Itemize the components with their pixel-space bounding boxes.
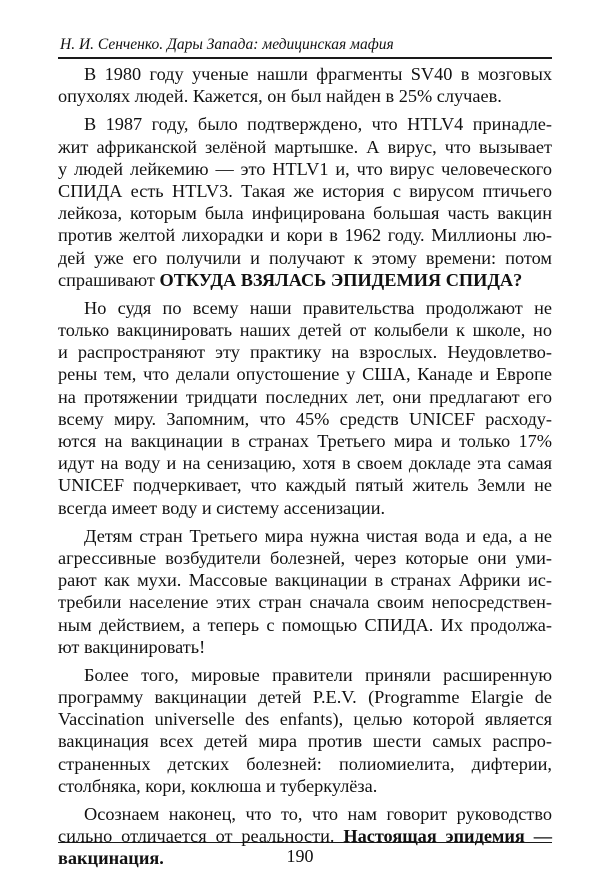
text-line: вакцинация всех детей мира против шести самых распро- [58,731,552,752]
text-line: В 1987 году, было подтверждено, что HTLV4 принадле- [84,114,552,135]
text-line: Более того, мировые правители приняли расширенную [84,664,552,685]
text-fragment: сильно отличается от реальности. [58,826,344,847]
footer-rule [58,842,552,843]
text-line: у людей лейкемию — это HTLV1 и, что вирус человеческого [58,158,552,179]
paragraph [58,664,552,797]
text-line: В 1980 году ученые нашли фрагменты SV40 в мозговых [84,64,552,84]
bold-phrase: Настоящая эпидемия — [343,826,552,847]
text-line [58,269,552,291]
page-body [58,63,552,870]
text-line: и распространяют эту практику на взрослых. Неудовлетво- [58,342,552,363]
text-fragment: спрашивают [58,269,160,290]
text-line: против желтой лихорадки и кори в 1962 году. Миллионы лю- [58,225,552,246]
paragraph [58,525,552,658]
paragraph [58,63,552,107]
bold-phrase: вакцинация. [58,848,164,869]
text-line: программу вакцинации детей P.E.V. (Programme Elargie de [58,687,552,708]
bold-heading: ОТКУДА ВЗЯЛАСЬ ЭПИДЕМИЯ СПИДА? [159,269,523,290]
text-line: жит африканской зелёной мартышке. А вирус, что вызывает [58,136,552,157]
text-line: требили население этих стран сначала своим непосредствен- [58,592,552,613]
paragraph [58,113,552,291]
running-header: Н. И. Сенченко. Дары Запада: медицинская мафия [60,36,394,53]
header-rule [58,57,552,59]
page-number: 190 [286,846,314,866]
text-line: столбняка, кори, коклюша и туберкулёза. [58,775,378,796]
text-line: Vaccination universelle des enfants), целью которой является [58,709,552,730]
text-line: рены тем, что делали опустошение у США, Канаде и Европе [58,364,552,385]
text-line: всегда имеет воду и систему ассенизации. [58,497,386,518]
text-line: ются на вакцинации в странах Третьего мира и только 17% [58,431,552,451]
text-line: UNICEF подчеркивает, что каждый пятый житель Земли не [58,475,552,496]
text-line: идут на воду и на сенизацию, хотя в своем докладе эта самая [58,453,552,474]
text-line: дей уже его получили и получают к этому времени: потом [58,247,552,268]
text-line: на протяжении тридцати последних лет, они предлагают его [58,386,552,407]
text-line [58,825,552,847]
text-line: опухолях людей. Кажется, он был найден в 25% случаев. [58,86,502,107]
text-line: только вакцинировать наших детей от колыбели к школе, но [58,320,552,341]
text-line: ным действием, а теперь с помощью СПИДА. Их продолжа- [58,614,552,635]
text-line: лейкоза, которым была инфицирована большая часть вакцин [58,203,552,224]
text-line: рают как мухи. Массовые вакцинации в странах Африки ис- [58,570,552,591]
paragraph [58,297,552,519]
text-line: страненных детских болезней: полиомиелита, дифтерии, [58,753,552,774]
text-line: всему миру. Запомним, что 45% средств UNICEF расходу- [58,408,552,429]
text-line: агрессивные возбудители болезней, через которые они уми- [58,547,552,568]
text-line: Но судя по всему наши правительства продолжают не [84,297,552,318]
text-line: СПИДА есть HTLV3. Такая же история с вирусом птичьего [58,180,552,201]
text-line: ют вакцинировать! [58,636,206,657]
text-line: Осознаем наконец, что то, что нам говорит руководство [84,804,552,824]
text-line: Детям стран Третьего мира нужна чистая вода и еда, а не [84,525,552,546]
